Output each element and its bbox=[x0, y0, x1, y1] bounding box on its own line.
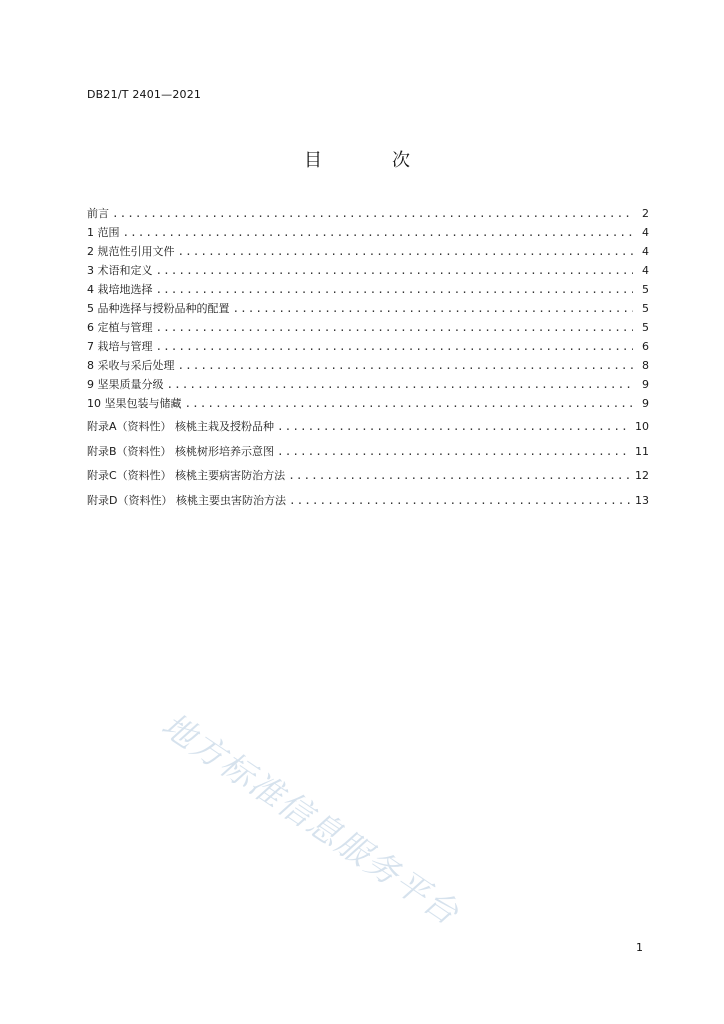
toc-entry-packaging-storage[interactable] bbox=[87, 395, 649, 414]
page-number: 1 bbox=[636, 941, 643, 954]
toc-entry-planting-management[interactable] bbox=[87, 319, 649, 338]
toc-leader-dots bbox=[123, 226, 634, 239]
toc-leader-dots bbox=[156, 264, 634, 277]
toc-entry-site-selection[interactable] bbox=[87, 281, 649, 300]
toc-leader-dots bbox=[167, 378, 634, 391]
toc-entry-page: 2 bbox=[642, 207, 649, 220]
toc-leader-dots bbox=[112, 207, 633, 220]
toc-leader-dots bbox=[156, 283, 634, 296]
toc-leader-dots bbox=[185, 397, 634, 410]
toc-leader-dots bbox=[289, 494, 631, 507]
toc-entry-page: 4 bbox=[642, 264, 649, 277]
toc-entry-label: 8 采收与采后处理 bbox=[87, 359, 175, 372]
toc-entry-page: 10 bbox=[635, 420, 649, 433]
toc-entry-page: 5 bbox=[642, 302, 649, 315]
toc-entry-quality-grading[interactable] bbox=[87, 376, 649, 395]
toc-entry-label: 5 品种选择与授粉品种的配置 bbox=[87, 302, 230, 315]
toc-entry-appendix-a[interactable] bbox=[87, 418, 649, 443]
toc-entry-page: 13 bbox=[635, 493, 649, 507]
toc-entry-label: 2 规范性引用文件 bbox=[87, 245, 175, 258]
toc-leader-dots bbox=[156, 340, 634, 353]
toc-leader-dots bbox=[288, 469, 631, 482]
toc-entry-label: 9 坚果质量分级 bbox=[87, 378, 164, 391]
toc-entry-label: 4 栽培地选择 bbox=[87, 283, 153, 296]
toc-entry-label: 附录D（资料性） 核桃主要虫害防治方法 bbox=[87, 493, 286, 507]
toc-entry-label: 前言 bbox=[87, 207, 109, 220]
toc-title: 目 次 bbox=[304, 150, 436, 171]
toc-entry-page: 4 bbox=[642, 245, 649, 258]
toc-leader-dots bbox=[277, 445, 631, 458]
toc-entry-harvest-processing[interactable] bbox=[87, 357, 649, 376]
toc-entry-page: 8 bbox=[642, 359, 649, 372]
toc-entry-label: 7 栽培与管理 bbox=[87, 340, 153, 353]
toc-entry-foreword[interactable] bbox=[87, 205, 649, 224]
toc-entry-page: 5 bbox=[642, 321, 649, 334]
toc-entry-label: 附录B（资料性） 核桃树形培养示意图 bbox=[87, 444, 275, 458]
toc-entry-page: 11 bbox=[635, 444, 649, 458]
toc-entry-page: 4 bbox=[642, 226, 649, 239]
toc-leader-dots bbox=[233, 302, 634, 315]
toc-entry-appendix-b[interactable] bbox=[87, 443, 649, 468]
table-of-contents bbox=[87, 205, 649, 516]
toc-entry-normative-references[interactable] bbox=[87, 243, 649, 262]
toc-entry-label: 10 坚果包装与储藏 bbox=[87, 397, 182, 410]
toc-leader-dots bbox=[178, 245, 634, 258]
toc-leader-dots bbox=[178, 359, 634, 372]
toc-entry-page: 9 bbox=[642, 378, 649, 391]
toc-entry-label: 3 术语和定义 bbox=[87, 264, 153, 277]
toc-entry-page: 6 bbox=[642, 340, 649, 353]
toc-entry-page: 12 bbox=[635, 469, 649, 482]
watermark: 地方标准信息服务平台 bbox=[154, 704, 467, 934]
toc-entry-terms-definitions[interactable] bbox=[87, 262, 649, 281]
toc-entry-label: 附录A（资料性） 核桃主栽及授粉品种 bbox=[87, 420, 275, 433]
toc-entry-label: 6 定植与管理 bbox=[87, 321, 153, 334]
toc-leader-dots bbox=[277, 420, 631, 433]
toc-leader-dots bbox=[156, 321, 634, 334]
toc-entry-page: 5 bbox=[642, 283, 649, 296]
toc-entry-variety-selection[interactable] bbox=[87, 300, 649, 319]
document-code: DB21/T 2401—2021 bbox=[87, 88, 202, 101]
toc-entry-page: 9 bbox=[642, 397, 649, 410]
toc-entry-appendix-d[interactable] bbox=[87, 492, 649, 517]
toc-entry-scope[interactable] bbox=[87, 224, 649, 243]
toc-entry-appendix-c[interactable] bbox=[87, 467, 649, 492]
toc-entry-label: 附录C（资料性） 核桃主要病害防治方法 bbox=[87, 469, 286, 482]
toc-entry-cultivation-management[interactable] bbox=[87, 338, 649, 357]
toc-entry-label: 1 范围 bbox=[87, 226, 120, 239]
